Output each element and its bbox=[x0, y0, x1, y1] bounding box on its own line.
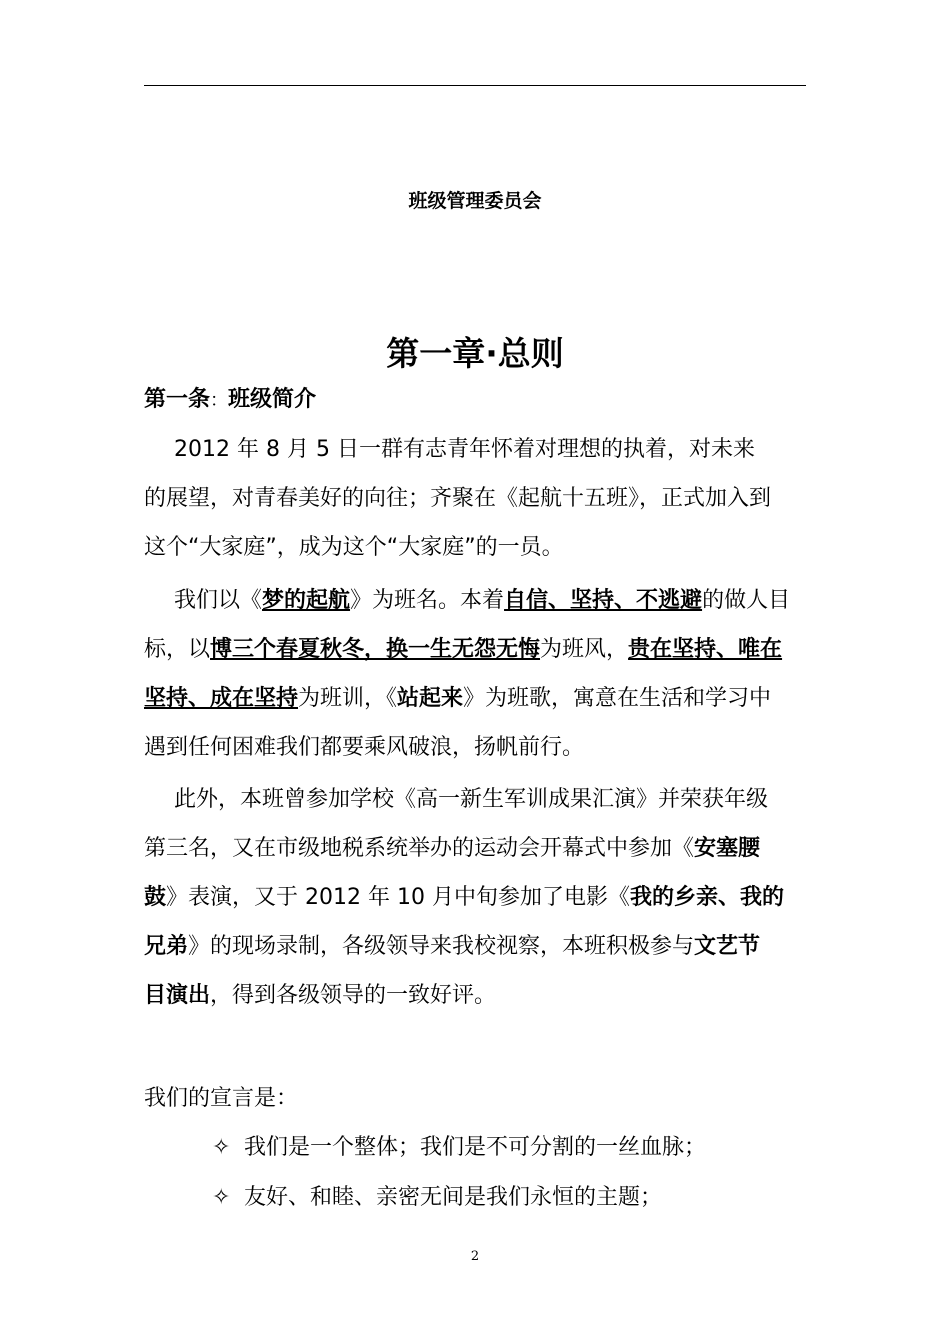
declaration-item-text: 友好、和睦、亲密无间是我们永恒的主题； bbox=[244, 1185, 663, 1210]
paragraph-line: 这个“大家庭”，成为这个“大家庭”的一员。 bbox=[144, 535, 564, 560]
bold-run: 文艺节 bbox=[694, 934, 761, 959]
text-run: 我们以《 bbox=[174, 588, 263, 613]
declaration-item bbox=[212, 1130, 706, 1161]
paragraph-line bbox=[144, 674, 808, 723]
class-name: 梦的起航 bbox=[262, 588, 351, 613]
class-motto: 坚持、成在坚持 bbox=[144, 686, 299, 711]
text-run: 为班训，《 bbox=[298, 686, 398, 711]
paragraph-line: 2012 年 8 月 5 日一群有志青年怀着对理想的执着，对未来 bbox=[174, 437, 755, 462]
paragraph-line: 此外，本班曾参加学校《高一新生军训成果汇演》并荣获年级 bbox=[174, 787, 769, 812]
text-run: 为班风， bbox=[540, 637, 629, 662]
paragraph-line bbox=[144, 873, 808, 922]
paragraph-line: 的展望，对青春美好的向往；齐聚在《起航十五班》，正式加入到 bbox=[144, 486, 772, 511]
paragraph-line bbox=[144, 625, 808, 674]
header-rule bbox=[144, 85, 806, 86]
bold-run: 我的乡亲、我的 bbox=[629, 885, 784, 910]
star-bullet-icon: ✧ bbox=[212, 1135, 231, 1160]
article-colon: ： bbox=[210, 390, 229, 411]
class-style: 博三个春夏秋冬，换一生无怨无悔 bbox=[210, 637, 541, 662]
paragraph-line bbox=[144, 576, 808, 625]
class-motto: 贵在坚持、唯在 bbox=[628, 637, 783, 662]
paragraph-line bbox=[144, 971, 808, 1020]
text-run: 》的现场录制，各级领导来我校视察，本班积极参与 bbox=[188, 934, 695, 959]
paragraph-line: 遇到任何困难我们都要乘风破浪，扬帆前行。 bbox=[144, 735, 585, 760]
bold-run: 鼓 bbox=[144, 885, 167, 910]
text-run: 》为班歌，寓意在生活和学习中 bbox=[463, 686, 772, 711]
declaration-item-text: 我们是一个整体；我们是不可分割的一丝血脉； bbox=[244, 1135, 707, 1160]
class-identity-paragraph bbox=[144, 576, 808, 772]
paragraph-line bbox=[144, 824, 808, 873]
class-goal: 自信、坚持、不逃避 bbox=[504, 588, 703, 613]
star-bullet-icon: ✧ bbox=[212, 1185, 231, 1210]
article-title: 班级简介 bbox=[228, 387, 317, 412]
bold-run: 目演出 bbox=[144, 983, 211, 1008]
text-run: 》为班名。本着 bbox=[350, 588, 505, 613]
text-run: ，得到各级领导的一致好评。 bbox=[210, 983, 497, 1008]
header-title: 班级管理委员会 bbox=[408, 190, 542, 212]
text-run: 》表演，又于 2012 年 10 月中旬参加了电影《 bbox=[166, 885, 630, 910]
chapter-title: 第一章·总则 bbox=[386, 334, 564, 373]
achievements-paragraph bbox=[144, 775, 808, 1020]
intro-paragraph bbox=[144, 425, 808, 572]
text-run: 的做人目 bbox=[702, 588, 791, 613]
bold-run: 安塞腰 bbox=[694, 836, 761, 861]
text-run: 第三名，又在市级地税系统举办的运动会开幕式中参加《 bbox=[144, 836, 695, 861]
declaration-item bbox=[212, 1180, 662, 1211]
bold-run: 兄弟 bbox=[144, 934, 189, 959]
text-run: 标，以 bbox=[144, 637, 211, 662]
article-heading bbox=[144, 382, 316, 413]
article-label: 第一条 bbox=[144, 387, 211, 412]
page-number: 2 bbox=[470, 1249, 480, 1264]
paragraph-line bbox=[144, 922, 808, 971]
class-song: 站起来 bbox=[397, 686, 464, 711]
declaration-intro: 我们的宣言是： bbox=[144, 1086, 299, 1111]
